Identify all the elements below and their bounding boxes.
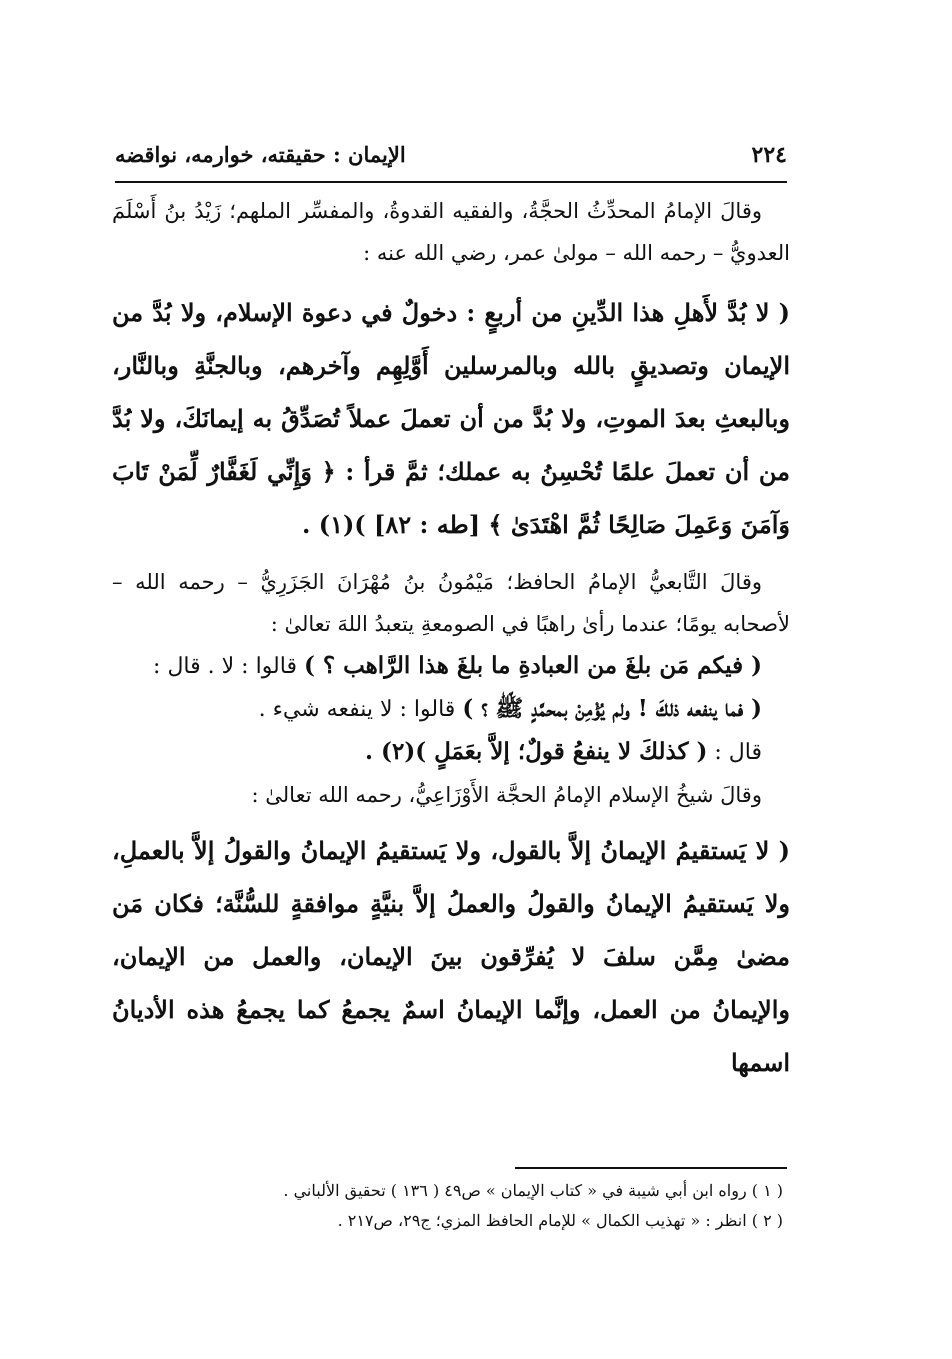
dialogue-question-2: ( فما ينفعه ذلكَ ! ولم يُؤْمِنْ بمحمَّدٍ ﷺ ؟ ): [462, 695, 762, 722]
header-divider: [115, 181, 787, 183]
dialogue-answer-2: قالوا : لا ينفعه شيء .: [258, 697, 456, 722]
paragraph-awzai-intro: وقالَ شيخُ الإسلام الإمامُ الحجَّة الأَوْزَاعِيُّ، رحمه الله تعالىٰ :: [251, 783, 762, 807]
quote-zayd: ( لا بُدَّ لأَهلِ هذا الدِّينِ من أربعٍ : دخولٌ في دعوة الإسلام، ولا بُدَّ من الإيمان وتصديقٍ بالله وبالمرسلين أَوَّلِهِم وآخرهم، وبالجنَّةِ وبالنَّار، وبالبعثِ بعدَ الموتِ، ولا بُدَّ من أن تعملَ عملاً تُصَدِّقُ به إيمانَكَ، ولا بُدَّ من أن تعملَ علمًا تُحْسِنُ به عملك؛ ثمَّ قرأ : ﴿ وَإِنِّي لَغَفَّارٌ لِّمَنْ تَابَ وَآمَنَ وَعَمِلَ صَالِحًا ثُمَّ اهْتَدَىٰ ﴾ [طه : ٨٢] )(١) .: [112, 298, 791, 539]
paragraph-zayd-intro: وقالَ الإمامُ المحدِّثُ الحجَّةُ، والفقيه القدوةُ، والمفسِّر الملهم؛ زَيْدُ بنُ أَسْلَمَ العدويُّ – رحمه الله – مولىٰ عمر، رضي الله عنه :: [112, 199, 790, 265]
page-number: ٢٢٤: [751, 142, 787, 168]
dialogue-question-1: ( فيكم مَن بلغَ من العبادةِ ما بلغَ هذا الرَّاهب ؟ ): [303, 652, 762, 679]
footnote-divider: [515, 1167, 787, 1169]
dialogue-speaker-3: قال :: [714, 740, 762, 765]
paragraph-maymun-intro: وقالَ التَّابعيُّ الإمامُ الحافظ؛ مَيْمُونُ بنُ مُهْرَانَ الجَزَرِيُّ – رحمه الله – لأصحابه يومًا؛ عندما رأىٰ راهبًا في الصومعةِ يتعبدُ اللهَ تعالىٰ :: [112, 570, 790, 636]
footnote-2: ( ٢ ) انظر : « تهذيب الكمال » للإمام الحافظ المزي؛ ج٢٩، ص٢١٧ .: [337, 1211, 783, 1230]
main-text: [112, 190, 790, 1089]
dialogue-line-3: [112, 731, 790, 774]
footnote-1: ( ١ ) رواه ابن أبي شيبة في « كتاب الإيمان » ص٤٩ ( ١٣٦ ) تحقيق الألباني .: [283, 1181, 783, 1200]
footnotes: [115, 1176, 783, 1236]
dialogue-saying-3: ( كذلكَ لا ينفعُ قولٌ؛ إلاَّ بعَمَلٍ )(٢) .: [365, 738, 708, 765]
dialogue-answer-1: قالوا : لا . قال :: [153, 654, 297, 679]
running-title: الإيمان : حقيقته، خوارمه، نواقضه: [115, 142, 406, 167]
quote-awzai: ( لا يَستقيمُ الإيمانُ إلاَّ بالقول، ولا يَستقيمُ الإيمانُ والقولُ إلاَّ بالعملِ، ولا يَستقيمُ الإيمانُ والقولُ والعملُ إلاَّ بنيَّةٍ موافقةٍ للسُّنَّة؛ فكان مَن مضىٰ مِمَّن سلفَ لا يُفرِّقون بينَ الإيمان، والعمل من الإيمان، والإيمانُ من العمل، وإنَّما الإيمانُ اسمٌ يجمعُ كما يجمعُ هذه الأديانُ اسمها: [112, 836, 790, 1077]
dialogue-line-1: [112, 645, 790, 688]
dialogue-line-2: [112, 688, 790, 731]
page-header: [115, 138, 787, 178]
